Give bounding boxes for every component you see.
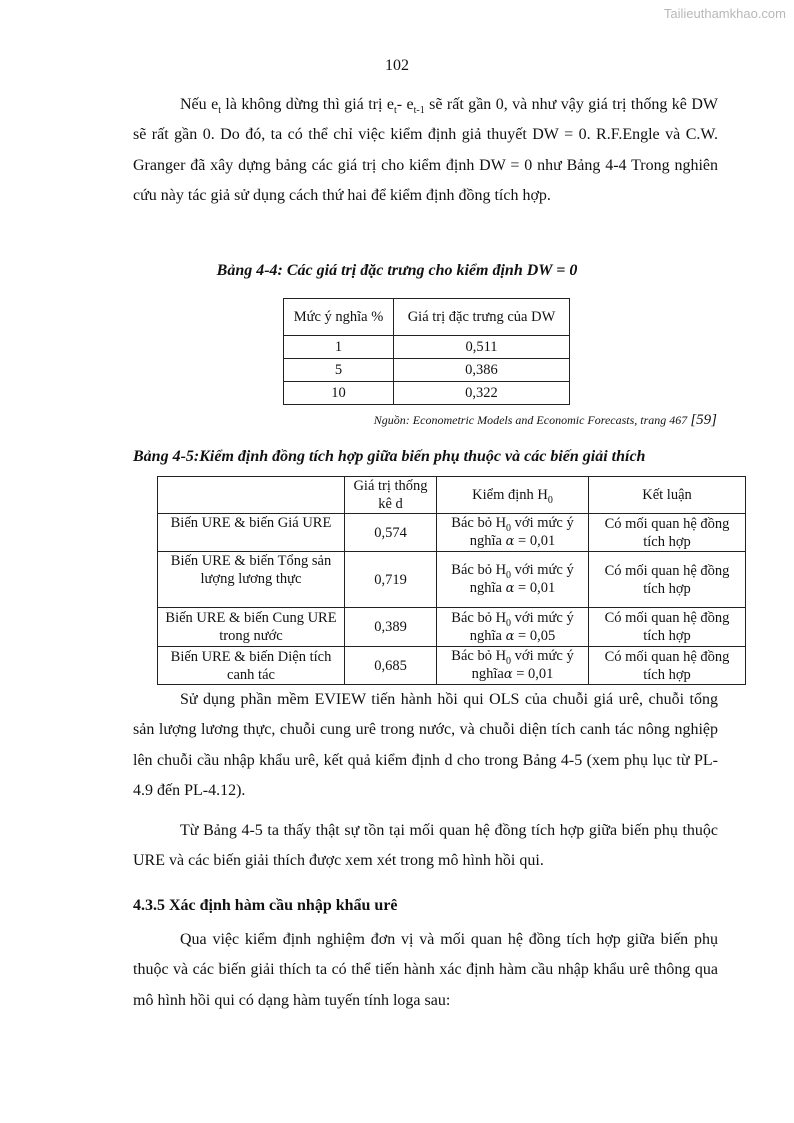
paragraph-2: Sử dụng phần mềm EVIEW tiến hành hồi qui OLS của chuỗi giá urê, chuỗi tổng sản lượng lương thực, chuỗi cung urê trong nước, và chuỗi diện tích canh tác nông nghiệp lên chuỗi cầu nhập khẩu urê, kết quả kiểm định d cho trong Bảng 4-5 (xem phụ lục từ PL-4.9 đến PL-4.12). — [133, 691, 718, 799]
watermark: Tailieuthamkhao.com — [663, 6, 786, 21]
table-row: 5 0,386 — [284, 359, 570, 382]
paragraph-1: Nếu $e_t$ là không dừng thì giá trị $e_t-$ $e_{t-1}$ sẽ rất gần 0, và như vậy giá trị thống kê DW sẽ rất gần 0. Do đó, ta có thể chỉ việc kiểm định giả thuyết DW = 0. R.F.Engle và C.W. Granger đã xây dựng bảng các giá trị cho kiểm định DW = 0 như Bảng 4-4 Trong nghiên cứu này tác giả sử dụng cách thứ hai để kiểm định đồng tích hợp. — [133, 96, 718, 204]
section-heading: 4.3.5 Xác định hàm cầu nhập khẩu urê — [133, 897, 398, 914]
table-4-4 — [283, 298, 570, 405]
table-row: 1 0,511 — [284, 336, 570, 359]
table-header: Giá trị đặc trưng của DW — [393, 299, 569, 336]
table-row: Biến URE & biến Tổng sản lượng lương thực 0,719 Bác bỏ $H_0$ với mức ý nghĩa α = 0,01 Có mối quan hệ đồng tích hợp — [158, 552, 746, 608]
table-row: Biến URE & biến Giá URE 0,574 Bác bỏ $H_0$ với mức ý nghĩa α = 0,01 Có mối quan hệ đồng tích hợp — [158, 514, 746, 552]
table-header: Kiểm định $H_0$ — [437, 477, 589, 514]
page-number: 102 — [385, 57, 409, 74]
paragraph-4: Qua việc kiểm định nghiệm đơn vị và mối quan hệ đồng tích hợp giữa biến phụ thuộc và các biến giải thích ta có thể tiến hành xác định hàm cầu nhập khẩu urê thông qua mô hình hồi qui có dạng hàm tuyến tính loga sau: — [133, 931, 718, 1009]
table-header: Mức ý nghĩa % — [284, 299, 394, 336]
table-header: Giá trị thống kê d — [345, 477, 437, 514]
table-4-5 — [157, 476, 746, 685]
table-row: Biến URE & biến Diện tích canh tác 0,685 Bác bỏ $H_0$ với mức ý nghĩaα = 0,01 Có mối quan hệ đồng tích hợp — [158, 647, 746, 685]
paragraph-3: Từ Bảng 4-5 ta thấy thật sự tồn tại mối quan hệ đồng tích hợp giữa biến phụ thuộc URE và các biến giải thích được xem xét trong mô hình hồi qui. — [133, 822, 718, 870]
table-4-4-caption: Bảng 4-4: Các giá trị đặc trưng cho kiểm định DW = 0 — [216, 262, 578, 279]
table-row: Biến URE & biến Cung URE trong nước 0,389 Bác bỏ $H_0$ với mức ý nghĩa α = 0,05 Có mối quan hệ đồng tích hợp — [158, 608, 746, 647]
table-4-5-caption: Bảng 4-5:Kiểm định đồng tích hợp giữa biến phụ thuộc và các biến giải thích — [133, 448, 646, 465]
table-source: Nguồn: Econometric Models and Economic Forecasts, trang 467 [59] — [373, 412, 717, 428]
table-row: 10 0,322 — [284, 382, 570, 405]
table-header: Kết luận — [589, 477, 746, 514]
